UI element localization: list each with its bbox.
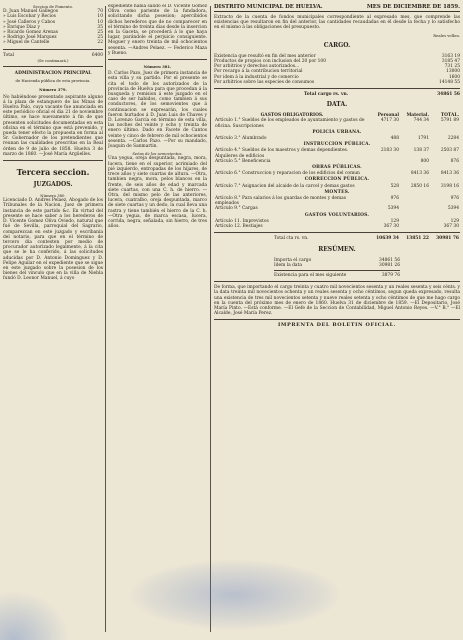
personal-cell: 367 30 (383, 224, 399, 230)
table-row (214, 196, 460, 206)
section-title: CORRECCION PÚBLICA. (304, 177, 370, 183)
total-cell: 976 (450, 196, 459, 202)
personal-cell: 5394 (387, 206, 399, 212)
section-row (214, 141, 460, 148)
expenses-total (214, 236, 460, 241)
printer-footer: IMPRENTA DEL BOLETIN OFICIAL. (277, 322, 397, 329)
currency-header: Reales vellon. (433, 32, 460, 38)
section-title: GASTOS VOLUNTARIOS. (304, 212, 370, 218)
material-cell: 800 (420, 158, 429, 164)
tercera-seccion-heading: Tercera seccion. (16, 167, 90, 178)
total-value: 10639 34 (376, 236, 399, 242)
section-title: Seccion de Fomento. (32, 4, 74, 9)
table-row (214, 224, 460, 229)
data-heading: DATA. (326, 101, 348, 109)
personal-cell: 528 (390, 183, 399, 189)
material-cell (400, 224, 430, 229)
section-title: OBRAS PÚBLICAS. (312, 165, 362, 171)
juzgados-heading: JUZGADOS. (33, 181, 73, 189)
table-row (214, 118, 460, 128)
row-label: Artículo 7.° Asignacion del alcaide de la carcel y demas gastos (215, 183, 355, 189)
notice-number: Número 380. (40, 193, 66, 199)
row-label: Artículo 3.° Alumbrado (215, 136, 267, 142)
row-label: Artículo 6.° Construccion y reparacion de los edificios del comun (215, 171, 360, 177)
personal-cell: 488 (390, 136, 399, 142)
cargo-table (214, 54, 460, 85)
material-cell: 1791 (417, 136, 429, 142)
existencia-row: Existencia para el mes siguiente 3879 76 (274, 272, 400, 278)
list-item-name: » José Calleros y Cabos (3, 19, 56, 25)
list-item-name: » Rodrigo José Marquez (3, 35, 57, 41)
row-label: Artículo 4.° Sueldos de los maestros y demas dependientes. Alquileres de edificios (215, 148, 349, 159)
notice-paragraph: expediente habia salido el D. Vicente Gomez Oliva como pariente de la fundadora, solicitando dicha posesion; apercibidos dichos herederos que de no comparecer en el término de treinta dias desde la insercion en la Gaceta, se procederá á lo que haya lugar, parándole el perjuicio consiguiente. Moguer y enero treinta de mil ochocientos sesenta. —Andres Pelaez. — Federico Maza y Bueno. (108, 4, 207, 56)
resumen-label: Importa el cargo (274, 257, 312, 263)
list-item-value: 35 (97, 24, 103, 30)
table-row (214, 171, 460, 176)
expenses-table (214, 113, 460, 229)
column-middle (108, 4, 207, 231)
resumen-value: 34861 56 (379, 257, 400, 263)
list-item-value: 10 (97, 14, 103, 20)
row-label: Artículo 1.° Sueldos de los empleados de ayuntamiento y gastos de oficina. Suscripciones (215, 118, 365, 129)
total-cell: 3198 16 (440, 183, 459, 189)
row-label: Artículo 11. Imprevistos (215, 218, 269, 224)
cargo-heading: CARGO. (323, 41, 351, 49)
resumen-heading: RESÚMEN. (318, 245, 356, 253)
column-header: GASTOS OBLIGATORIOS. (260, 113, 324, 119)
list-item-value: 22 (97, 40, 103, 46)
cargo-label: Productos de propios con inclusion del 20 por 100 (214, 59, 327, 65)
description-heading: Señas de los semovientes. (132, 151, 183, 157)
column-accounts (214, 4, 460, 329)
cargo-label: Por arbitrios y derechos autorizados... (214, 64, 300, 70)
column-left (3, 4, 103, 284)
personal-cell: 976 (390, 196, 399, 202)
column-header: Material. (406, 113, 429, 119)
section-row (214, 176, 460, 183)
admin-subheading: de Hacienda pública de esta provincia. (15, 78, 91, 84)
cargo-value: 3185 47 (441, 59, 460, 65)
column-header: TOTAL. (440, 113, 459, 119)
list-item-name: D. Juan Manuel Gallegos (3, 9, 58, 15)
notice-paragraph: No habiéndose presentado aspirante alguno á la plaza de estanquero de las Minas de Huelva Palo, cuya vacante fue anunciada en este periódico oficial el dia 21 de noviembre último, se hace nuevamente á fin de que presenten solicitudes documentadas en esta oficina en el término que está prevenido, y pueda tener efecto la propuesta en forma al Sr. Gobernador de los pretendientes que reunan las cualidades prescritas en la Real órden de 9 de julio de 1858. Huelva 3 de marzo de 1860. —José María Argüelles. (3, 94, 103, 157)
list-item-value: 25 (97, 30, 103, 36)
total-cell: 5394 (447, 206, 459, 212)
table-row (214, 148, 460, 158)
section-row (214, 212, 460, 219)
contributor-list (3, 9, 103, 45)
notice-paragraph: Una yegua, oreja despuntada, negra, mora, lucera, tiene en el superior, acrimiado del pié izquierdo, entropadas de los hijares, de trece años y siete cuartas de altura. —Otra, tambien negra, mora, pelos blancos en la frente, de seis años de edad y marcada siete cuartas, con una C. h. de hierro. —Otra, del mismo pelo de las anteriores, lucera, cuatralbo, oreja despuntada, marco de siete cuartas y un dedo, la cual lleva una rastra y tiene también el hierro de la C. h. —Otra yegua, de marca escasa, lucera, corrida, negra, señalada, sin hierro, de tres años. (108, 156, 207, 230)
list-total: Total 6400 (3, 52, 103, 58)
material-cell: 2850 16 (410, 183, 429, 189)
section-title: MONTES. (324, 189, 350, 195)
resumen-label: Idem la data (274, 262, 302, 268)
total-value: 30981 76 (436, 236, 459, 242)
total-cell: 129 (450, 218, 459, 224)
ink-stain (0, 590, 70, 640)
cargo-value: 13000 (446, 69, 460, 75)
cargo-value: 731 25 (444, 64, 460, 70)
cargo-value: 14148 55 (439, 79, 460, 85)
cargo-value: 3163 19 (441, 53, 460, 59)
column-rule (105, 6, 106, 632)
cargo-label: Por arbitrios sobre las especies de consumos (214, 79, 315, 85)
personal-cell: 2183 30 (380, 148, 399, 154)
notice-paragraph: D. Carlos Pazo, Juez de primera instancia de esta villa y su partido. Por el presente se cita el todo de los autorizados de la provincia de Huelva para que procedan á la busqueda y remision á este juzgado en el caso de ser habidos, como tambien á sus conductores, de los semovientes que á continuacion se expresarán, los cuales fueron hurtados á D. Juan Luis de Chaves y D. Lorenzo García en término de esta villa, las noches del veinte y ocho y treinta de enero último. Dado en Facete de Cantos veinte y cinco de febrero de mil ochocientos sesenta. —Carlos Pazo. —Por su mandado, Joaquin de Sanmartin. (108, 71, 207, 150)
continuation-note: (Se continuará.) (37, 57, 69, 63)
total-cell: 367 30 (443, 224, 459, 230)
list-item-name: » Miguel de Cantelle (3, 40, 50, 46)
list-item-name: » Luis Escobar y Recios (3, 14, 56, 20)
cargo-row (214, 80, 460, 85)
cargo-label: Por idem á la industrial y de comercio (214, 74, 299, 80)
total-cell: 8413 36 (440, 171, 459, 177)
notice-number: Número 379. (39, 87, 67, 93)
section-row (214, 129, 460, 136)
total-cell: 876 (450, 158, 459, 164)
section-row (214, 189, 460, 196)
accounts-intro: Extracto de la cuenta de fondos municipales correspondiente al expresado mes, que comprende las existencias que resultaron en fin del anterior, las cantidades recaudadas en él desde la fecha y lo satisfecho en el mismo á las obligaciones del presupuesto. (214, 15, 460, 31)
section-title: INSTRUCCION PÚBLICA. (303, 142, 371, 148)
material-cell: 138 37 (413, 148, 429, 154)
total-value: 13851 22 (406, 236, 429, 242)
cargo-total: Total cargo rs. vn. 34861 56 (304, 92, 460, 98)
row-label: Artículo 8.° Para salarios á los guardas de montes y demas empleados (215, 196, 347, 207)
cargo-label: Existencia que resultó en fin del mes anterior (214, 53, 316, 59)
total-cell: 2503 87 (440, 148, 459, 154)
column-rule (210, 6, 211, 632)
personal-cell: 4717 30 (380, 118, 399, 124)
row-label: Artículo 9.° Cargas (215, 206, 258, 212)
section-title: POLICIA URBANA. (312, 129, 362, 135)
material-cell: 744 34 (413, 118, 429, 124)
column-header: Personal (377, 113, 399, 119)
total-cell: 2284 (447, 136, 459, 142)
row-label: Artículo 12. Bestiajes (215, 224, 263, 230)
personal-cell: 129 (390, 218, 399, 224)
notice-paragraph: Licenciado D. Andres Pelaez, Abogado de los Tribunales de la Nacion, Juez de primera instancia de este partido &c. En virtud del presente se hace saber a los herederos de D. Vicente Gomez Oliva Oviedo, natural que fué de Sevilla, parroquial del Sagrario, comparezcan en este juzgado y escribanía del notario, para que en el término de tercero dia contesten por medio de procurador autorizado legalmente, á la cita que se le ha conferido, á las solicitudes aducidas por D. Antonio Dominguez y D. Felipe Aguilar en el expediente que se sigue en este juzgado sobre la posesion de los bienes del vinculo que en la villa de Niebla fundó D. Leonor Manuel, á cuyo (3, 198, 103, 282)
list-item-name: » Ricardo Gomez Arenas (3, 30, 59, 36)
total-cell: 5791 89 (440, 118, 459, 124)
list-item-value: 25 (97, 35, 103, 41)
closing-paragraph: De forma, que importando el cargo treinta y cuatro mil novecientos sesenta y un reales sesenta y seis cénts. y la data treinta mil novecientos ochenta y un reales sesenta y ocho céntimos, segun queda expresado, resulta una existencia de tres mil novecientos setenta y nueve reales setenta y ocho céntimos de que me hago cargo en la cuenta del próximo mes de enero de 1860. Huelva 31 de diciembre de 1859. —El Depositario, José María Pinto. —Está conforme. —El Gefe de la Seccion de Contabilidad, Miguel Antonio Reyes. —V.° B.° —El Alcalde, José María Perez. (214, 285, 460, 317)
resumen-row (274, 263, 400, 268)
list-item-value: 10 (97, 19, 103, 25)
resumen-value: 30981 26 (379, 262, 400, 268)
material-cell (400, 196, 430, 206)
list-item (3, 40, 103, 45)
notice-number: Número 381. (143, 64, 172, 70)
resumen-table (214, 258, 460, 268)
table-row (214, 184, 460, 189)
cargo-label: Por recargo á la contribucion territorial (214, 69, 303, 75)
stamp-mark (130, 560, 340, 630)
material-cell: 8413 36 (410, 171, 429, 177)
section-row (214, 164, 460, 171)
list-item-name: » Enrique Díaz y (3, 24, 40, 30)
admin-heading: ADMINISTRACION PRINCIPAL (14, 71, 92, 77)
row-label: Artículo 5.° Beneficencia (215, 158, 271, 164)
cargo-value: 1600 (448, 74, 460, 80)
accounts-header: DISTRITO MUNICIPAL DE HUELVA. MES DE DICIEMBRE DE 1859. (214, 4, 460, 10)
list-item-value: 70 (97, 9, 103, 15)
total-label: Total cta rs. vn. (274, 236, 309, 242)
